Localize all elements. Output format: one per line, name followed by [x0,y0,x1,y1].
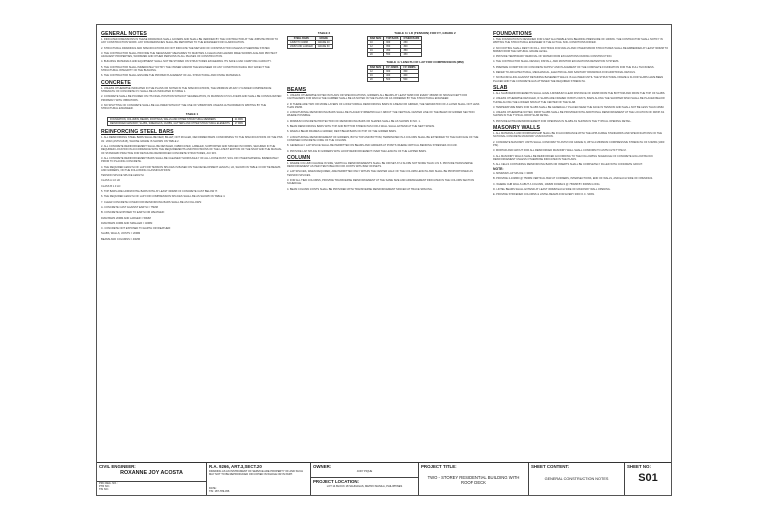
slab-list [493,92,669,123]
reinforcing-note-item: 1. ALL REINFORCING STEEL BARS SHALL BE NEW, BILLET, NOT ROLLED, DEFORMED BARS CONFORMING TO THE SPECIFICATIONS OF THE PNS 49 : 2002 (ASTM A615), WHOSE GRADE IS SHOWN ON TABLE 2. [101,136,283,143]
table-1-caption: TABLE 1 [185,112,199,117]
reinforcing-title: REINFORCING STEEL BARS [101,129,174,136]
reinforcing-note-item: 3. ALL CONCRETE REINFORCEMENT BARS SHALL BE CLEANED THOROUGHLY OF ALL LOOSE RUST, SOIL OR OTHER MATERIAL IMMEDIATELY PRIOR TO PLACING CONCRETE. [101,156,279,164]
table-1 [107,117,246,126]
slab-note-item: 1. ALL SLAB REINFORCEMENTS SHALL HAVE A MINIMUM CLEAR DISTANCE OF 20MM FROM THE BOTTOM AND FROM THE TOP OF SLABS. [493,91,666,95]
concrete-list [101,87,283,111]
slab-note-item: 3. TEMPERATURE BARS FOR SLABS SHALL BE GENERALLY PLACED NEAR THE FACE IN TENSION AND SHALL NOT BE LESS THAN 10MM. [493,105,665,109]
concrete-note-item: 2. CONCRETE SHALL BE POURED ON ITS FINAL POSITION WITHOUT SEGREGATION, IN MAXIMUM 0.5 M LAYERS AND SHALL BE CONSOLIDATED PROPERLY WITH VIBRATORS. [101,95,282,102]
table-cell: TOP BARS [384,37,401,41]
table-cell: 21 MPA [232,118,245,122]
table-cell: 400 [401,74,418,78]
table-cell: FOUNDATION, COLUMNS, BEAMS, FOOTINGS, WALLS AND OTHER STRUCTURAL MEMBERS [108,118,233,122]
foundation-note-item: 7. NO BACKFILLING AGAINST RETAINING BASEMENT WALLS IS ALLOWED UNTIL THE STRUCTURAL FRAME & FLOOR SLABS HAVE BEEN PLACED AND THE CONCRETE HAS ATTAINED THE REQUIRED STRENGTH. [493,76,664,83]
table-cell: 20 [368,78,384,82]
foundation-note-item: 4. THE CONTRACTOR SHALL DESIGN, INSTALL, AND MONITOR EXCAVATIONS RETENTION SYSTEMS. [493,60,620,64]
table-cell: REINFORCED MASONRY, SLABS, SIDEWALKS, CURBS, GUTTERS AND OTHER STRUCTURAL ELEMENTS [108,122,233,126]
ra-cell [207,463,311,495]
table-cell: FC' 21MPA [384,66,401,70]
masonry-note-item: 5. ALL CELLS CONTAINING REINFORCING BARS OR INSERTS SHALL BE COMPLETELY FILLED WITH CONCRETE GROUT. [493,163,643,167]
foundations-title: FOUNDATIONS [493,31,532,37]
table-cell: 300 [401,45,422,49]
table-cell: 350 [401,49,422,53]
project-title-cell [419,463,529,495]
column-title: COLUMN [287,154,311,161]
foundations-list [493,38,669,83]
table-cell: BAR SIZE [368,66,384,70]
note-item: A. MINIMUM LAP SPLICE = 30DB [493,172,533,176]
masonry-note-item: 1. ALL MATERIALS AND WORKMANSHIP SHALL BE IN ACCORDANCE WITH THE APPLICABLE STANDARDS AND SPECIFICATIONS OF THE NATIONAL CONCRETE MASONRY ASSOCIATION. [493,132,663,139]
table-cell: 12MM TO 16MM [288,41,316,45]
table-row [368,66,419,70]
column-note-item: 1. WHERE COLUMN CHANGE IN SIZE, VERTICAL REINFORCEMENTS SHALL BE OFFSET AT A SLOPE NOT MORE THAN 1 IN 6. PROVIDE TRANSVERSE REINFORCEMENT AS PER ITEM 5 BELOW FOR JOINTS WITH BAR OFFSETS. [287,161,473,169]
column-note-item: 2. LAP SPLICES, WHEN REQUIRED, ARE PERMITTED ONLY WITHIN THE CENTER HALF OF THE COLUMN LENGTH AND SHALL BE PROPORTIONED AS TENSION SPLICES. [287,170,473,177]
ra-tin: TIN: 187-789-456 [209,490,230,494]
table-cell: 20MM AND LARGER [288,45,316,49]
slab-note-item: 4. UNLESS OTHERWISE NOTED, DROP SLABS SHALL BE PROVIDED WITH ADDITIONAL REINFORCEMENT AT THE LOCATION OF DROP AS SHOWN IN THE TYPICAL DROP SLAB DETAIL. [493,111,665,118]
notes-box [493,168,669,196]
general-note-item: 2. STRUCTURAL DRAWINGS AND SPECIFICATIONS DO NOT INDICATE THE METHOD OF CONSTRUCTION UNLESS OTHERWISE STATED. [101,46,271,50]
table-cell: 550 [384,53,401,57]
license-line-1: PRC REG. NO.: [99,482,118,485]
table-cell: BAR SIZE [368,37,384,41]
table-cell: 10 [368,41,384,45]
notes-list [493,172,669,196]
reinforcing-note-item: B. CONCRETE EXPOSED TO EARTH OR WEATHER: [101,211,165,215]
slab-note-item: 5. PROVIDE EXTRA REINFORCEMENT FOR OPENINGS IN SLABS AS SHOWN IN THE TYPICAL OPENING DETAIL. [493,119,632,123]
table-cell: 300 [401,70,418,74]
concrete-title: CONCRETE [101,79,131,86]
masonry-list [493,132,669,166]
beams-note-item: 2. IF THERE ARE TWO OR MORE LAYERS OF LONGITUDINAL REINFORCING BARS IN A BEAM OR GIRDER, THE SEPARATION OF A LAYER SHALL NOT LESS THAN 25MM. [287,102,480,109]
left-column [101,29,283,243]
table-cell: 450 [401,53,422,57]
table-row [108,122,246,126]
foundation-note-item: 5. PREPARE CONDITION OF CONCRETE SUPPLY AND PLACEMENT OF THE COMPLETE FOUNDATION FOR THE FULL THICKNESS. [493,65,655,69]
general-notes-title: GENERAL NOTES [101,31,147,37]
reinforcing-note-item: TENSION SPLICE SPLICE LENGTH [101,174,144,178]
sheet-number: S01 [638,472,658,484]
reinforcing-note-item: CLASS B 1.3 LD [101,184,121,188]
table-row [368,37,422,41]
reinforcing-note-item: 4. THE REQUIRED LENGTH OF LAP FOR TENSION SPLICES IS BASED ON THE DEVELOPMENT LENGTH, LD, SHOWN IN TABLE 3 FOR TIE BEAMS AND GIRDERS, ON THE FOLLOWING CLASSIFICATIONS: [101,165,281,172]
drawing-sheet [96,24,672,496]
general-note-item: 4. BUILDING MATERIALS AND EQUIPMENT SHALL NOT BE STORED ON STRUCTURES EXCEEDING ITS SAFE LOAD CARRYING CAPACITY. [101,60,272,64]
masonry-title: MASONRY WALLS [493,125,541,132]
owner-label: OWNER: [313,464,332,469]
foundation-note-item: 3. PROVIDE TEMPORARY REMOVAL OF WATER FROM EXCAVATIONS DURING CONSTRUCTION. [493,55,613,59]
license-line-3: TIN NO.: [99,488,110,492]
right-column [493,29,669,199]
masonry-note-item: 3. MORTAR AND GROUT FOR ALL REINFORCED MASONRY WALL SHALL CONFORM TO ASTM C270 TYPE M. [493,149,627,153]
masonry-note-item: 2. CONCRETE MASONRY UNITS SHALL CONFORM TO ASTM C90 GRADE N, WITH A MINIMUM COMPRESSIVE STRENGTH OF 6.9MPA (1000 PSI). [493,140,665,147]
table-cell: 500 [401,78,418,82]
reinforcing-note-item: SLABS, WALLS, JOISTS = 20MM [101,232,141,236]
sheet-number-cell [625,463,671,495]
table-row [288,45,333,49]
notes-title: NOTE: [493,167,504,172]
license-line-2: PTR NO.: [99,485,111,489]
table-cell: 300 [384,41,401,45]
table-cell: GRADE 60 [315,45,332,49]
reinforcing-note-item: CLASS A 1.0 LD [101,179,121,183]
table-cell: FC' 28MPA [401,66,418,70]
general-notes-list [101,38,283,78]
table-2 [287,36,333,49]
sheet-content-value: GENERAL CONSTRUCTION NOTES [544,477,609,481]
location-value: LOT 14 BLOCK 18 SAUDAGAS, METRO MANILA, PHILIPPINES [326,485,403,488]
table-cell: 12 [368,45,384,49]
beams-title: BEAMS [287,87,307,93]
table-row [368,53,422,57]
reinforcing-note-item: 2. ALL CONCRETE REINFORCEMENT SHALL BE DETAILED, FABRICATED, LABELED, SUPPORTED AND SPACED IN FORMS, SECURED IN THE REQUIRED LOCATION IN ACCORDANCE WITH THE REQUIREMENTS AND PROVISIONS OF THE LATEST EDITION OF THE NSCP AND THE MANUAL OF STANDARD PRACTICE FOR DETAILING REINFORCED CONCRETE STRUCTURES, ACI 315. [101,145,282,155]
table-cell: 250 [401,41,422,45]
reinforcing-note-item: DIAM BARS 16MM AND SMALLER = 40MM [101,221,153,225]
foundation-note-item: 1. THE FOUNDATION IS DESIGNED FOR A NET ALLOWABLE SOIL BEARING PRESSURE OF 100KPA. THE CONTRACTOR SHALL NOTIFY IN WRITING THE STRUCTURAL ENGINEER IF THE ACTUAL SOIL CONDITIONS DIFFER. [493,38,663,45]
slab-note-item: 2. UNLESS OTHERWISE DETAILED, IF SLABS ARE FRAMED IN BOTH WAYS, BARS ALONG THE SHORTER SPAN SHALL BE PLACED BELOW THOSE ALONG THE LONGER SPAN AT THE CENTER OF THE SLAB. [493,97,665,104]
general-note-item: 6. THE CONTRACTOR SHALL ENSURE THE PROPER PLACEMENT OF ALL STRUCTURAL AND FINISH MATERIALS. [101,74,242,78]
table-4-caption: TABLE 4 / LENGTH OF LAP FOR COMPRESSION (MM) [386,60,464,64]
slab-title: SLAB [493,84,508,91]
table-3-caption: TABLE 3 / LD (TENSION) FOR FY, GRADE 2 [394,31,456,35]
table-row [368,78,419,82]
location-label: PROJECT LOCATION: [313,479,360,484]
owner-cell [311,463,419,495]
foundation-note-item: 6. REFER TO ARCHITECTURAL, MECHANICAL, ELECTRICAL AND SANITARY DRAWINGS FOR ADDITIONAL DETAILS. [493,71,636,75]
foundation-note-item: 2. NO FOOTING SHALL REST ON FILL. FOOTINGS FOR WALLS AND OTHER MINOR STRUCTURES SHALL BE EMBEDDED AT LEAST 600MM TO 800MM FROM THE NATURAL GRADE LEVEL. [493,46,669,53]
beams-note-item: 7. LONGITUDINAL REINFORCEMENT OF GIRDERS, BOTH TOP AND BOTTOM, TERMINATED IN A COLUMN SHALL BE EXTENDED TO THE FAR FACE OF THE CONFINED CONCRETE CORE OF THE COLUMN. [287,135,479,142]
project-title: TWO - STOREY RESIDENTIAL BUILDING WITH ROOF DECK [427,475,520,485]
reinforcing-note-item: A. CONCRETE CAST AGAINST EARTH = 75MM [101,205,158,209]
reinforcing-note-item: BEAMS AND COLUMNS = 40MM [101,237,140,241]
reinforcing-note-item: DIAM BARS 20MM AND LARGER = 50MM [101,216,151,220]
general-note-item: 5. THE CONTRACTOR SHALL IMMEDIATELY NOTIFY THE OWNER AND/OR THE ENGINEER OF ANY CONDITION WHICH MAY AFFECT THE STRUCTURAL INTEGRITY OF THE BUILDING. [101,65,270,73]
table-cell: OTHER BARS [401,37,422,41]
ra-label: R.A. 9266, ART.3,SECT.20 [209,464,262,469]
reinforcing-list [101,136,283,241]
column-note-item: 3. FOR ALL TIED COLUMNS, PROVIDE TRANSVERSE REINFORCEMENT AT THE SAME SIZE AND ARRANGEMENT INDICATED IN THE COLUMN SECTION SCHEDULE. [287,179,475,186]
table-cell: 450 [384,49,401,53]
project-title-label: PROJECT TITLE: [421,464,457,469]
reinforcing-note-item: 6. THE REQUIRED LENGTH OF LAP FOR COMPRESSION SPLICES SHALL BE AS SHOWN IN TABLE 4. [101,195,226,199]
general-note-item: 3. THE CONTRACTOR SHALL PROVIDE THE NECESSARY MEASURES TO MAINTAIN A CLEAN AND HAZARD FREE WORKPLACE AND PROTECT ADJACENT PROPERTIES, WORKMEN AND OTHER PERSONS IN ALL PHASES OF CONSTRUCTION. [101,51,278,59]
ra-text: DRAWING AS AN INSTRUMENT OF SERVICE ARE PROPERTY OF AND SUCH MAY NOT TO BE REPRODUCED OR COPIED IN WHOLE OR IN PART. [209,470,303,477]
note-item: B. PROVIDE 2-10MM0 @ 750MM VERTICAL BAR AT CORNERS, INTERSECTIONS, END OF WALLS, AND EACH SIDE OF OPENINGS. [493,177,653,181]
table-4 [367,65,419,82]
beams-note-item: 9. PROVIDE LAP SPLICE IN GIRDERS WITH HOOP REINFORCEMENT OVER THE LENGTH OF THE LAPPED BARS. [287,149,427,153]
note-item: E. PROVIDE STIFFENER COLUMNS & LINTEL BEAMS FOR EVERY 3000 O.C. SPAN. [493,193,595,197]
table-cell: 16 [368,49,384,53]
table-cell: STEEL BARS [288,37,316,41]
sheet-number-label: SHEET NO: [627,464,651,469]
beams-note-item: 4. MINIMUM CONCRETE PROTECTION OF REINFORCING BARS OR SHAPES SHALL BE AS SHOWN IN NO. 1. [287,119,421,123]
table-cell: 300 [384,70,401,74]
table-cell: 17 MPA [232,122,245,126]
table-2-caption: TABLE 2 [317,31,331,35]
sheet-content-cell [529,463,625,495]
middle-column [287,29,483,193]
beams-note-item: 6. WHEN A BEAM FRAMES A GIRDER, REST BEAM BARS ON TOP OF THE GIRDER BARS. [287,130,397,134]
concrete-note-item: 3. NO SPLITTING OF CONCRETE SHALL BE ALLOWED WITHOUT THE USE OF VIBRATORS UNLESS AUTHORIZED IN WRITING BY THE STRUCTURAL ENGINEER. [101,103,267,111]
table-cell: 500 [384,78,401,82]
table-cell: 400 [384,74,401,78]
civil-engineer-label: CIVIL ENGINEER: [99,464,136,469]
reinforcing-note-item: C. CONCRETE NOT EXPOSED TO EARTH OR WEATHER: [101,227,171,231]
concrete-note-item: 1. UNLESS OTHERWISE INDICATED IN THE PLANS OR NOTED IN THE SPECIFICATIONS, THE MINIMUM 28-DAY CYLINDER COMPRESSIVE STRENGTH OF CONCRETE F'C SHALL BE AS INDICATED IN TABLE 1. [101,86,272,93]
column-list [287,162,483,191]
beams-list [287,94,483,153]
table-cell: 350 [384,45,401,49]
reinforcing-note-item: 5. TOP BARS ARE HORIZONTAL BARS WITH AT LEAST 300MM OF CONCRETE CAST BELOW IT. [101,190,218,194]
table-cell: GRADE 40 [315,41,332,45]
general-note-item: 1. INDICATED DIMENSIONS IN THESE DRAWINGS SHALL GOVERN AND SHALL BE VERIFIED BY THE CONTRACTOR AT THE JOBSITE PRIOR TO ANY CONSTRUCTION WORK. ANY DISCREPANCIES SHALL BE REPORTED TO THE ENGINEER FOR CLARIFICATION. [101,38,279,45]
note-item: C. WHERE CHB WALLS ABUT A COLUMN, 10MM0 DOWELS @ 750MM BY 600MM LONG. [493,182,601,186]
table-cell: GRADE [315,37,332,41]
column-note-item: 4. BEAM COLUMN JOINTS SHALL BE PROVIDED WITH TRANSVERSE REINFORCEMENT SPACED AT TRACE SPACING. [287,187,433,191]
beams-note-item: 5. BEAM REINFORCING BARS WITH TOP AND BOTTOM STRENGTHS FOR A WALL SHALL EXTEND AT THE NEXT SPANS. [287,125,435,129]
beams-note-item: 8. GENERALLY LAP SPLICE SHALL BE PERMITTED ON BEAMS AND GIRDERS AT POINTS WHERE CRITICAL BENDING STRESSES OCCUR. [287,144,458,148]
reinforcing-note-item: 7. CLEAR CONCRETE COVER FOR REINFORCING BARS SHALL BE AS FOLLOWS: [101,200,202,204]
sheet-content-label: SHEET CONTENT: [531,464,570,469]
table-3 [367,36,422,57]
civil-engineer-name: ROXANNE JOY ACOSTA [120,470,183,476]
masonry-note-item: 4. ALL MASONRY WALLS SHALL BE REINFORCED ACCORDING TO THE FOLLOWING SCHEDULE OF CONCRETE HOLLOW BLOCK REINFORCEMENT UNLESS OTHERWISE INDICATED IN THE PLANS. [493,154,654,161]
owner-name: JUDY PIQUE [356,470,373,473]
beams-note-item: 3. LONGITUDINAL REINFORCING BARS SHALL BE PLACED SYMMETRICALLY ABOUT THE VERTICAL CENTER LINE OF THE BEAM OR GIRDER SECTION WHERE POSSIBLE. [287,111,475,118]
civil-engineer-cell [97,463,207,495]
table-cell: 12 [368,70,384,74]
ra-date: DATE: [209,487,217,490]
note-item: D. LINTEL BEAMS SHALL EXTEND AT LEAST 300MM EACH SIDE OF MASONRY WALL OPENING. [493,187,611,191]
table-cell: 20 [368,53,384,57]
title-block [97,462,671,495]
beams-note-item: 1. UNLESS OTHERWISE NOTED IN PLANS OR SPECIFICATIONS, GIRDERS ALL BEAMS AT LEAST 6MM FOR EVERY 450MM OF SPAN EXCEPT FOR CANTILEVERS FOR WHICH THE CAMBER SHALL BE AS NOTED IN THE PLANS OR AS ORDERED BY THE STRUCTURAL ENGINEER. [287,94,468,101]
table-cell: 16 [368,74,384,78]
